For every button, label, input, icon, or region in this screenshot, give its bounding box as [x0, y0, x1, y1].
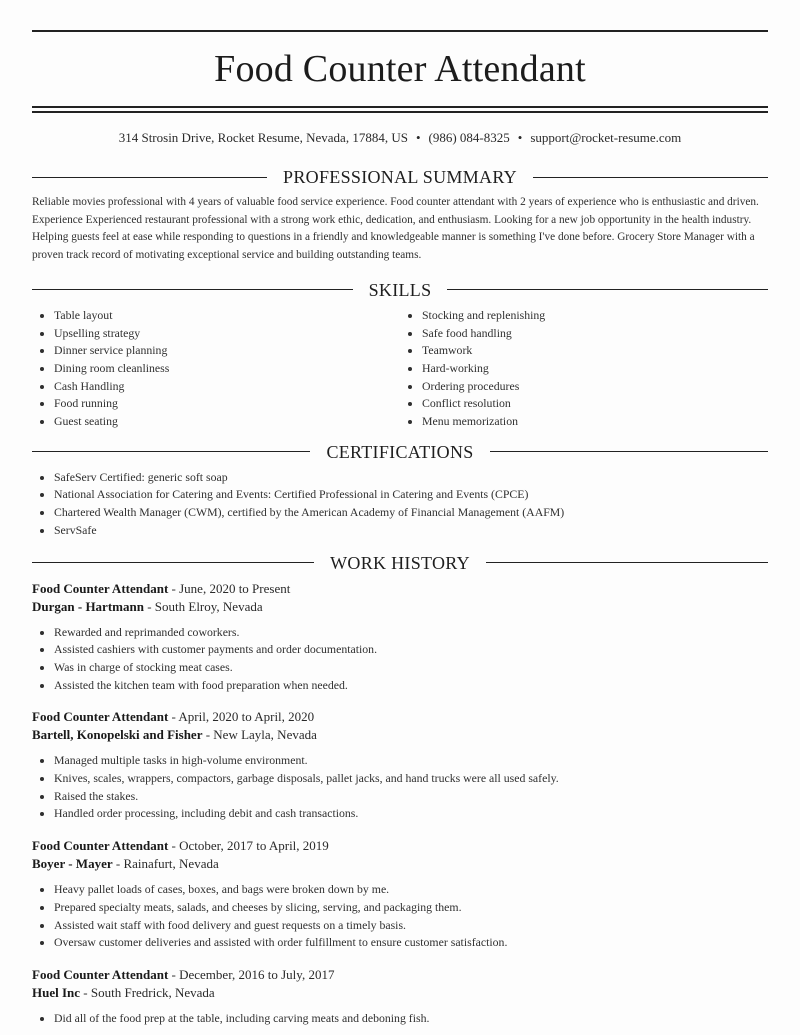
- heading-rule: [32, 177, 267, 178]
- job-title-line: [32, 837, 768, 855]
- job-duty-item: • Managed multiple tasks in high-volume environment.: [54, 752, 768, 770]
- job-title-line: [32, 966, 768, 984]
- job-title: Food Counter Attendant: [32, 838, 169, 854]
- job-duties: [32, 881, 768, 952]
- job-company-line: [32, 855, 768, 873]
- job-company: Durgan - Hartmann: [32, 598, 144, 614]
- job-duties: [32, 752, 768, 823]
- heading-rule: [32, 562, 314, 563]
- skill-item: • Safe food handling: [422, 325, 768, 343]
- job-entry: [32, 580, 768, 695]
- skills-list: [32, 307, 768, 431]
- work-history-heading: [32, 552, 768, 574]
- job-title: Food Counter Attendant: [32, 966, 169, 982]
- job-duty-item: • Knives, scales, wrappers, compactors, garbage disposals, pallet jacks, and hand trucks were all used safely.: [54, 770, 768, 788]
- certifications-heading: [32, 441, 768, 463]
- job-dates: - April, 2020 to April, 2020: [168, 709, 315, 725]
- job-duty-item: • Assisted cashiers with customer payments and order documentation.: [54, 641, 768, 659]
- job-duty-item: • Handled order processing, including debit and cash transactions.: [54, 805, 768, 823]
- skill-item: • Conflict resolution: [422, 395, 768, 413]
- contact-phone: (986) 084-8325: [428, 130, 510, 145]
- job-title-line: [32, 580, 768, 598]
- job-location: - South Elroy, Nevada: [143, 598, 263, 614]
- job-location: - South Fredrick, Nevada: [80, 984, 215, 1000]
- skill-item: • Stocking and replenishing: [422, 307, 768, 325]
- contact-separator: •: [517, 130, 523, 145]
- skill-item: • Cash Handling: [54, 378, 400, 396]
- job-duties: [32, 624, 768, 695]
- job-company: Boyer - Mayer: [32, 856, 113, 872]
- job-dates: - October, 2017 to April, 2019: [168, 838, 329, 854]
- job-company: Bartell, Konopelski and Fisher: [32, 727, 203, 743]
- summary-text: Reliable movies professional with 4 years of valuable food service experience. Food counter attendant with 2 years of experience who is enthusiastic and driven. Experience Experienced restaurant professional with a strong work ethic, dedication, and enthusiasm. Looking for a new job opportunity in the health industry. Helping guests feel at ease while responding to questions in a friendly and knowledgeable manner is something I've done before. Grocery Store Manager with a proven track record of motivating exceptional service and building outstanding teams.: [32, 196, 759, 262]
- job-company-line: [32, 984, 768, 1002]
- skills-heading-label: SKILLS: [368, 279, 432, 300]
- contact-separator: •: [415, 130, 421, 145]
- job-duty-item: • Raised the stakes.: [54, 788, 768, 806]
- certification-item: • Chartered Wealth Manager (CWM), certified by the American Academy of Financial Management (AAFM): [54, 504, 768, 522]
- certification-item: • ServSafe: [54, 522, 768, 540]
- summary-heading: [32, 166, 768, 188]
- skill-item: • Teamwork: [422, 342, 768, 360]
- skill-item: • Upselling strategy: [54, 325, 400, 343]
- skill-item: • Table layout: [54, 307, 400, 325]
- skill-item: • Guest seating: [54, 413, 400, 431]
- heading-rule: [32, 451, 310, 452]
- skill-item: • Food running: [54, 395, 400, 413]
- work-history-heading-label: WORK HISTORY: [330, 552, 470, 573]
- job-duty-item: • Did all of the food prep at the table, including carving meats and deboning fish.: [54, 1010, 768, 1028]
- job-entry: [32, 966, 768, 1028]
- certification-item: • SafeServ Certified: generic soft soap: [54, 469, 768, 487]
- heading-rule: [533, 177, 768, 178]
- contact-address: 314 Strosin Drive, Rocket Resume, Nevada, 17884, US: [118, 130, 408, 145]
- title-double-rule: [32, 106, 768, 113]
- heading-rule: [447, 289, 768, 290]
- job-location: - Rainafurt, Nevada: [112, 856, 219, 872]
- skill-item: • Dinner service planning: [54, 342, 400, 360]
- resume-page: [32, 0, 768, 1028]
- job-duties: [32, 1010, 768, 1028]
- job-location: - New Layla, Nevada: [202, 727, 317, 743]
- contact-email: support@rocket-resume.com: [530, 130, 682, 145]
- job-duty-item: • Rewarded and reprimanded coworkers.: [54, 624, 768, 642]
- skills-column-left: [32, 307, 400, 431]
- job-entry: [32, 708, 768, 823]
- certifications-heading-label: CERTIFICATIONS: [326, 441, 474, 462]
- certifications-list: [32, 469, 768, 540]
- skill-item: • Dining room cleanliness: [54, 360, 400, 378]
- job-duty-item: • Oversaw customer deliveries and assisted with order fulfillment to ensure customer satisfaction.: [54, 934, 768, 952]
- skills-column-right: [400, 307, 768, 431]
- skill-item: • Hard-working: [422, 360, 768, 378]
- heading-rule: [486, 562, 768, 563]
- heading-rule: [32, 289, 353, 290]
- job-entry: [32, 837, 768, 952]
- skill-item: • Ordering procedures: [422, 378, 768, 396]
- job-duty-item: • Assisted the kitchen team with food preparation when needed.: [54, 677, 768, 695]
- contact-line: [32, 130, 768, 146]
- job-title: Food Counter Attendant: [32, 709, 169, 725]
- job-company-line: [32, 726, 768, 744]
- job-company-line: [32, 598, 768, 616]
- job-duty-item: • Was in charge of stocking meat cases.: [54, 659, 768, 677]
- heading-rule: [490, 451, 768, 452]
- certification-item: • National Association for Catering and Events: Certified Professional in Catering and Events (CPCE): [54, 486, 768, 504]
- job-title-line: [32, 708, 768, 726]
- skill-item: • Menu memorization: [422, 413, 768, 431]
- job-title: Food Counter Attendant: [32, 580, 169, 596]
- job-dates: - December, 2016 to July, 2017: [168, 966, 335, 982]
- job-duty-item: • Prepared specialty meats, salads, and cheeses by slicing, serving, and packaging them.: [54, 899, 768, 917]
- job-dates: - June, 2020 to Present: [168, 580, 291, 596]
- job-duty-item: • Assisted wait staff with food delivery and guest requests on a timely basis.: [54, 917, 768, 935]
- job-duty-item: • Heavy pallet loads of cases, boxes, and bags were broken down by me.: [54, 881, 768, 899]
- top-rule: [32, 30, 768, 32]
- job-company: Huel Inc: [32, 984, 81, 1000]
- page-title: Food Counter Attendant: [214, 48, 586, 90]
- skills-heading: [32, 279, 768, 301]
- summary-heading-label: PROFESSIONAL SUMMARY: [283, 167, 517, 187]
